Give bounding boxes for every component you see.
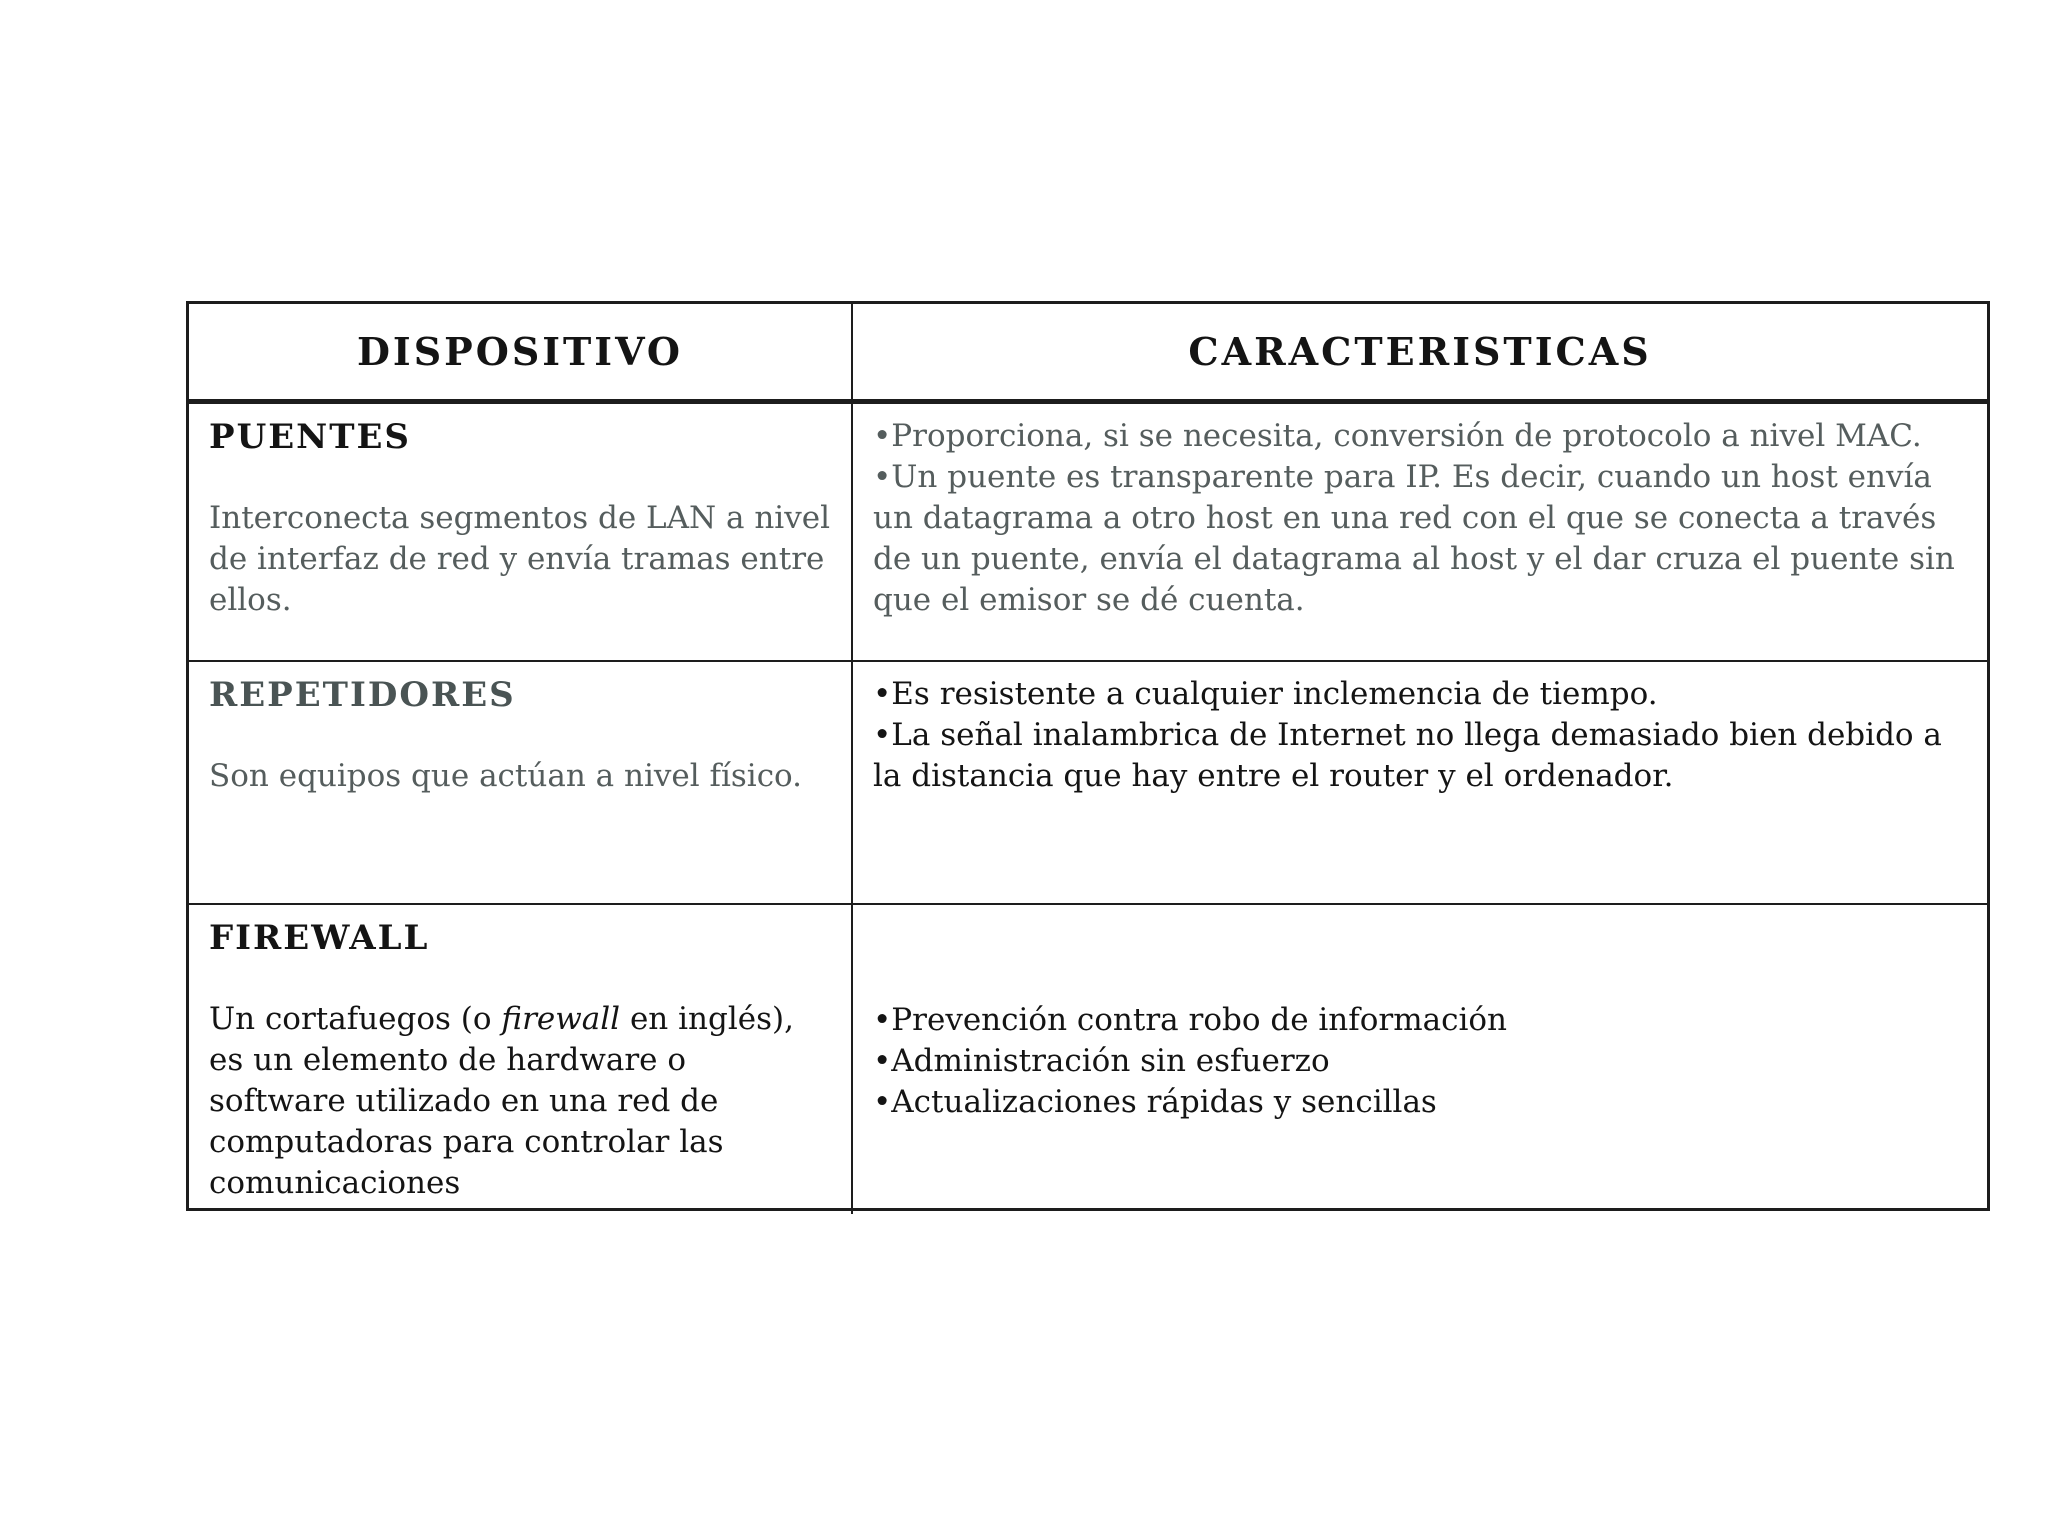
feature-list <box>873 416 1967 621</box>
feature-item: • Prevención contra robo de información <box>873 1000 1967 1041</box>
features-cell-repetidores <box>853 662 1987 905</box>
description-italic-term: firewall <box>501 1001 621 1037</box>
feature-item: • Proporciona, si se necesita, conversión de protocolo a nivel MAC. <box>873 416 1967 457</box>
feature-list <box>873 1000 1967 1123</box>
device-cell-puentes <box>189 404 853 662</box>
description-text: en inglés), es un elemento de hardware o software utilizado en una red de computadoras para controlar las comunicaciones <box>209 1001 794 1201</box>
device-table <box>186 301 1990 1211</box>
feature-item: • Un puente es transparente para IP. Es decir, cuando un host envía un datagrama a otro host en una red con el que se conecta a través de un puente, envía el datagrama al host y el dar cruza el puente sin que el emisor se dé cuenta. <box>873 457 1967 621</box>
header-features: CARACTERISTICAS <box>853 304 1987 404</box>
device-name: FIREWALL <box>209 918 430 958</box>
header-device: DISPOSITIVO <box>189 304 853 404</box>
device-cell-firewall <box>189 905 853 1214</box>
features-cell-firewall <box>853 905 1987 1214</box>
feature-item: • Es resistente a cualquier inclemencia de tiempo. <box>873 674 1967 715</box>
device-name: PUENTES <box>209 417 411 457</box>
device-description: Son equipos que actúan a nivel físico. <box>209 758 803 794</box>
feature-list <box>873 674 1967 797</box>
device-cell-repetidores <box>189 662 853 905</box>
description-text: Un cortafuegos (o <box>209 1001 502 1037</box>
feature-item: • Actualizaciones rápidas y sencillas <box>873 1082 1967 1123</box>
features-cell-puentes <box>853 404 1987 662</box>
device-description: Interconecta segmentos de LAN a nivel de interfaz de red y envía tramas entre ellos. <box>209 500 830 618</box>
device-description <box>209 999 831 1204</box>
feature-item: • La señal inalambrica de Internet no llega demasiado bien debido a la distancia que hay entre el router y el ordenador. <box>873 715 1967 797</box>
device-name: REPETIDORES <box>209 675 516 715</box>
feature-item: • Administración sin esfuerzo <box>873 1041 1967 1082</box>
